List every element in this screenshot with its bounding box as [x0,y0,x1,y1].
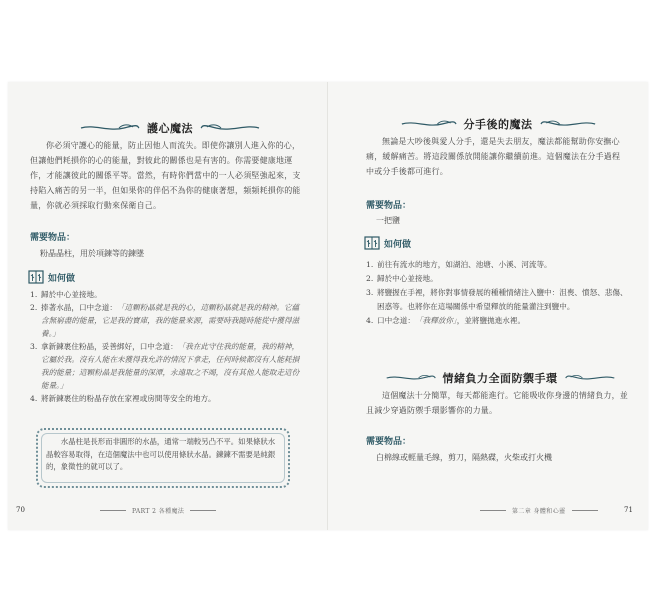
list-item [30,340,306,392]
section-title: 分手後的魔法 [463,118,533,131]
step-text-after: ，並將鹽拋進水裡。 [456,316,526,325]
howto-label: 如何做 [384,239,412,250]
step-number: 2. [30,303,38,312]
step-quote: 「我在此守住我的能量，我的精神，它屬於我。沒有人能在未獲得我允許的情況下拿走，任何時候都沒有人能耗損我的能量；這顆粉晶是我能量的深潭，永遠取之不竭，沒有其他人能取走這份能量。」 [41,342,300,390]
footer-rule [100,510,126,511]
needs-label: 需要物品： [366,437,412,447]
running-footer [480,506,598,515]
step-text: 前往有流水的地方，如湖泊、池塘、小溪、河流等。 [377,260,552,269]
list-item [30,288,306,301]
list-item [366,314,628,328]
step-text: 捧著水晶，口中念道： [41,303,117,312]
note-box [36,428,290,488]
book-spread [8,82,648,530]
list-item [366,272,628,286]
needs-text: 一把鹽 [376,216,400,225]
step-number: 1. [30,290,38,299]
step-quote: 「這顆粉晶就是我的心，這顆粉晶就是我的精神。它蘊含無窮盡的能量，它是我的寶庫，我的能量來源，需要時我隨時能從中獲得滋養。」 [41,303,300,338]
section-title: 情緒負力全面防禦手環 [442,372,558,385]
book-plant-icon [28,270,44,284]
step-number: 3. [366,288,374,297]
footer-text: PART 2 各種魔法 [132,508,185,515]
book-plant-icon [364,236,380,250]
footer-text: 第二章 身體和心靈 [512,508,566,515]
page-number: 70 [16,506,25,514]
step-number: 4. [30,394,38,403]
breakup-paragraph: 無論是大吵後與愛人分手，還是失去朋友，魔法都能幫助你安撫心痛，緩解痛苦。將這段關係放開能讓你繼續前進。這個魔法在分手過程中或分手後都可進行。 [366,137,621,176]
right-steps-list [366,258,628,328]
footer-rule [572,510,598,511]
footer-rule [190,510,216,511]
right-title-block-2 [372,370,628,386]
left-page [8,82,328,530]
right-page [328,82,648,530]
bracelet-paragraph: 這個魔法十分簡單，每天都能進行。它能吸收你身邊的情緒負力，並且減少穿過防禦手環影響你的力量。 [366,391,628,415]
list-item [366,286,628,314]
footer-rule [480,510,506,511]
step-text: 將鹽握在手裡，將你對事情發展的種種情緒注入鹽中：沮喪、憤怒、悲傷、困惑等。也將你在這場關係中希望釋放的能量灌注到鹽中。 [377,288,628,311]
needs-text: 白棉線或輕量毛線，剪刀，隔熱碟，火柴或打火機 [376,453,552,462]
needs-label: 需要物品： [30,233,76,243]
leaf-flourish-icon [564,373,616,383]
step-text: 將新鍊裹住的粉晶存放在家裡或房間等安全的地方。 [41,394,216,403]
intro-paragraph: 你必須守護心的能量，防止因他人而流失。即使你讓別人進入你的心，但讓他們耗損你的心的能量，對彼此的關係也是有害的。你需要健康地運作，才能讓彼此的關係平等。當然，有時你們當中的一人必須堅強起來，支持陷入痛苦的另一半，但如果你的伴侶不為你的健康著想，頻頻耗損你的能量，你就必須採取行動來保衛自己。 [30,141,301,210]
left-steps-list [30,288,306,405]
note-text: 水晶柱是長形而非圓形的水晶，通常一端較另凸不平。如果條狀水晶較容易取得，在這個魔法中也可以使用條狀水晶。鍊鍊不需要是純銀的，象徵性的就可以了。 [46,437,276,471]
step-text: 拿新鍊裹住粉晶，妥善綁好，口中念道： [41,342,178,351]
list-item [30,392,306,405]
leaf-flourish-icon [79,123,141,133]
step-number: 1. [366,260,374,269]
step-text: 口中念道： [377,316,415,325]
leaf-flourish-icon [539,119,597,129]
leaf-flourish-icon [400,119,458,129]
page-title: 護心魔法 [147,122,193,135]
left-title-block [60,120,280,136]
right-title-block-1 [378,116,618,132]
howto-heading [364,236,411,250]
running-footer [100,506,216,515]
step-number: 3. [30,342,38,351]
page-number: 71 [624,506,633,514]
howto-heading [28,270,75,284]
step-quote: 「我釋放你」 [414,316,457,325]
step-number: 2. [366,274,374,283]
list-item [30,301,306,340]
howto-label: 如何做 [48,273,76,284]
step-number: 4. [366,316,374,325]
needs-label: 需要物品： [366,201,412,211]
list-item [366,258,628,272]
leaf-flourish-icon [385,373,437,383]
leaf-flourish-icon [199,123,261,133]
step-text: 歸於中心並接地。 [41,290,102,299]
needs-text: 粉晶晶柱，用於項鍊等的鍊墜 [40,249,144,258]
step-text: 歸於中心並接地。 [377,274,438,283]
